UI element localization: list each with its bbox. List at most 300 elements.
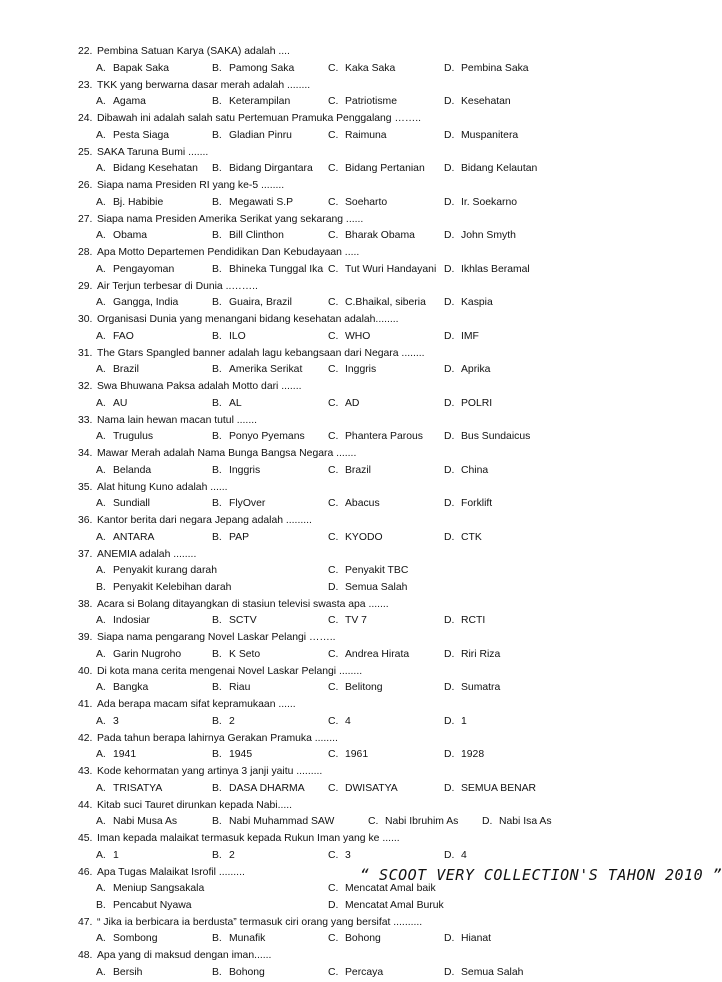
option-text: Indosiar <box>113 615 150 626</box>
option-d <box>444 965 523 982</box>
option-text: Garin Nugroho <box>113 648 182 660</box>
option-text: Agama <box>113 96 146 107</box>
question-item <box>0 44 638 78</box>
option-text: Munafik <box>229 933 266 944</box>
option-text: Penyakit kurang darah <box>113 565 217 576</box>
option-text: Bidang Kesehatan <box>113 163 198 174</box>
option-text: Muspanitera <box>461 129 519 141</box>
option-a <box>96 931 157 948</box>
option-letter: A. <box>96 397 106 409</box>
option-c <box>328 965 383 982</box>
option-letter: A. <box>96 648 106 660</box>
option-letter: D. <box>444 297 455 308</box>
option-b <box>212 814 334 831</box>
option-d <box>444 94 511 111</box>
question-item <box>0 697 638 731</box>
answer-options <box>96 362 636 379</box>
option-text: Riau <box>229 682 251 693</box>
question-number: 42. <box>78 732 93 744</box>
option-text: AD <box>345 397 360 409</box>
option-c <box>328 781 398 798</box>
option-text: Amerika Serikat <box>229 364 303 375</box>
option-text: Inggris <box>229 464 261 476</box>
option-letter: D. <box>444 749 455 760</box>
option-letter: C. <box>328 531 339 543</box>
question-prompt: Air Terjun terbesar di Dunia ..…….. <box>97 280 258 292</box>
option-d <box>444 848 467 865</box>
option-b <box>212 94 290 111</box>
option-letter: D. <box>444 330 455 342</box>
option-d <box>444 161 537 178</box>
option-letter: D. <box>444 397 455 409</box>
option-a <box>96 747 136 764</box>
option-letter: B. <box>212 933 222 944</box>
question-text <box>78 915 422 932</box>
answer-options <box>96 329 636 346</box>
question-item <box>0 446 638 480</box>
question-number: 33. <box>78 414 93 426</box>
option-letter: B. <box>212 682 222 693</box>
option-letter: A. <box>96 933 106 944</box>
option-text: Nabi Muhammad SAW <box>229 816 335 827</box>
question-number: 28. <box>78 247 93 258</box>
option-c <box>328 848 351 865</box>
option-c <box>368 814 458 831</box>
option-text: China <box>461 464 489 476</box>
answer-options <box>96 195 636 212</box>
option-text: Bidang Pertanian <box>345 163 425 174</box>
question-item <box>0 513 638 547</box>
option-letter: A. <box>96 849 106 861</box>
answer-options <box>96 781 636 798</box>
option-d <box>444 128 518 145</box>
option-d <box>444 680 500 697</box>
option-c <box>328 329 370 346</box>
option-text: PAP <box>229 531 250 543</box>
question-number: 26. <box>78 180 93 191</box>
option-letter: A. <box>96 715 106 727</box>
question-text <box>78 212 363 229</box>
question-text <box>78 379 301 396</box>
option-b <box>212 295 292 312</box>
option-d <box>444 396 492 413</box>
option-letter: C. <box>328 648 339 660</box>
option-d <box>444 613 485 630</box>
option-text: K Seto <box>229 648 261 660</box>
option-text: Abacus <box>345 498 380 509</box>
question-text <box>78 279 258 296</box>
option-text: Patriotisme <box>345 96 397 107</box>
option-letter: B. <box>212 263 222 275</box>
question-number: 45. <box>78 833 93 844</box>
answer-options <box>96 530 636 547</box>
option-text: Nabi Musa As <box>113 816 178 827</box>
question-number: 41. <box>78 699 93 710</box>
option-letter: C. <box>328 96 339 107</box>
option-letter: B. <box>96 899 106 911</box>
option-text: Kaspia <box>461 297 493 308</box>
option-text: Phantera Parous <box>345 431 423 442</box>
question-number: 48. <box>78 950 93 961</box>
option-text: Tut Wuri Handayani <box>345 263 437 275</box>
option-text: 2 <box>229 849 235 861</box>
question-number: 46. <box>78 866 93 878</box>
option-letter: B. <box>212 297 222 308</box>
option-c <box>328 295 426 312</box>
option-a <box>96 463 151 480</box>
option-letter: A. <box>96 62 106 74</box>
question-prompt: Iman kepada malaikat termasuk kepada Rukun Iman yang ke ...... <box>97 833 400 844</box>
option-text: Nabi Ibruhim As <box>385 816 459 827</box>
question-item <box>0 948 638 982</box>
option-letter: B. <box>212 966 222 978</box>
question-prompt: ANEMIA adalah ........ <box>97 548 197 560</box>
question-text <box>78 245 359 262</box>
question-number: 25. <box>78 146 93 158</box>
option-letter: D. <box>444 782 455 794</box>
question-text <box>78 413 257 430</box>
option-letter: A. <box>96 96 106 107</box>
answer-options <box>96 647 636 664</box>
question-item <box>0 547 638 597</box>
answer-options <box>96 429 636 446</box>
option-text: Bersih <box>113 966 143 978</box>
option-letter: C. <box>328 196 339 208</box>
option-text: Bus Sundaicus <box>461 431 531 442</box>
question-number: 47. <box>78 916 93 928</box>
option-text: TV 7 <box>345 615 367 626</box>
question-list <box>0 44 638 982</box>
option-text: Bapak Saka <box>113 62 170 74</box>
question-item <box>0 664 638 698</box>
option-a <box>96 262 174 279</box>
option-letter: A. <box>96 464 106 476</box>
option-text: ANTARA <box>113 531 155 543</box>
option-letter: C. <box>328 263 339 275</box>
option-text: 1945 <box>229 749 253 760</box>
question-text <box>78 697 296 714</box>
question-item <box>0 413 638 447</box>
option-b <box>212 931 265 948</box>
option-letter: B. <box>212 230 222 241</box>
option-c <box>328 530 383 547</box>
option-letter: D. <box>444 96 455 107</box>
option-d <box>328 580 407 597</box>
option-text: Bohong <box>229 966 265 978</box>
answer-options <box>96 463 636 480</box>
option-text: Ikhlas Beramal <box>461 263 530 275</box>
option-text: Pencabut Nyawa <box>113 899 192 911</box>
answer-options <box>96 814 636 831</box>
option-c <box>328 94 397 111</box>
option-a <box>96 881 204 898</box>
option-b <box>96 580 231 597</box>
option-d <box>444 463 488 480</box>
option-d <box>444 295 493 312</box>
question-item <box>0 145 638 179</box>
question-item <box>0 379 638 413</box>
option-letter: A. <box>96 263 106 275</box>
answer-options <box>96 848 636 865</box>
option-text: Inggris <box>345 364 377 375</box>
option-letter: B. <box>212 749 222 760</box>
option-letter: A. <box>96 816 106 827</box>
option-text: Sombong <box>113 933 158 944</box>
question-text <box>78 664 362 681</box>
option-text: Belanda <box>113 464 152 476</box>
question-item <box>0 630 638 664</box>
option-text: 2 <box>229 715 235 727</box>
question-number: 44. <box>78 799 93 811</box>
option-text: Obama <box>113 230 148 241</box>
option-text: ILO <box>229 330 246 342</box>
answer-options <box>96 931 636 948</box>
answer-options <box>96 295 636 312</box>
option-c <box>328 161 425 178</box>
option-text: RCTI <box>461 615 486 626</box>
option-letter: B. <box>212 431 222 442</box>
option-b <box>212 429 305 446</box>
option-letter: C. <box>328 464 339 476</box>
question-prompt: Kode kehormatan yang artinya 3 janji yaitu ......... <box>97 766 323 777</box>
option-text: Bidang Kelautan <box>461 163 538 174</box>
option-letter: D. <box>444 364 455 375</box>
option-b <box>212 848 235 865</box>
option-b <box>212 228 284 245</box>
option-letter: A. <box>96 565 106 576</box>
question-prompt: Pada tahun berapa lahirnya Gerakan Pramuka ........ <box>97 732 338 744</box>
option-c <box>328 496 380 513</box>
option-text: 1 <box>461 715 467 727</box>
option-a <box>96 714 119 731</box>
option-text: Raimuna <box>345 129 387 141</box>
option-a <box>96 94 146 111</box>
option-letter: B. <box>212 163 222 174</box>
question-number: 30. <box>78 314 93 325</box>
question-item <box>0 279 638 313</box>
option-a <box>96 228 147 245</box>
option-d <box>444 61 529 78</box>
option-text: 1961 <box>345 749 369 760</box>
option-text: Gangga, India <box>113 297 179 308</box>
answer-options <box>96 396 636 413</box>
option-text: Hianat <box>461 933 492 944</box>
option-letter: D. <box>328 581 339 593</box>
question-number: 23. <box>78 79 93 91</box>
option-a <box>96 530 154 547</box>
option-text: 4 <box>345 715 351 727</box>
answer-options <box>96 881 636 915</box>
option-b <box>212 747 252 764</box>
question-number: 24. <box>78 113 93 124</box>
answer-options <box>96 496 636 513</box>
option-letter: D. <box>444 464 455 476</box>
question-prompt: Siapa nama Presiden RI yang ke-5 ........ <box>97 180 285 191</box>
question-prompt: Dibawah ini adalah salah satu Pertemuan Pramuka Penggalang …….. <box>97 113 422 124</box>
answer-options <box>96 61 636 78</box>
option-c <box>328 647 409 664</box>
option-letter: B. <box>212 531 222 543</box>
answer-options <box>96 714 636 731</box>
option-b <box>212 128 292 145</box>
question-item <box>0 831 638 865</box>
option-text: FAO <box>113 330 134 342</box>
option-letter: D. <box>444 531 455 543</box>
option-letter: B. <box>212 816 222 827</box>
question-text <box>78 547 196 564</box>
answer-options <box>96 680 636 697</box>
option-b <box>212 680 250 697</box>
option-c <box>328 714 351 731</box>
option-text: Megawati S.P <box>229 196 294 208</box>
option-text: Percaya <box>345 966 384 978</box>
option-b <box>212 362 302 379</box>
option-a <box>96 295 178 312</box>
option-a <box>96 362 139 379</box>
option-letter: D. <box>482 816 493 827</box>
option-letter: B. <box>212 648 222 660</box>
option-text: 1 <box>113 849 119 861</box>
question-number: 36. <box>78 515 93 526</box>
question-prompt: Apa Motto Departemen Pendidikan Dan Kebudayaan ..... <box>97 247 360 258</box>
option-text: Nabi Isa As <box>499 816 552 827</box>
option-b <box>212 161 313 178</box>
option-text: AL <box>229 397 242 409</box>
option-d <box>482 814 552 831</box>
option-text: Guaira, Brazil <box>229 297 292 308</box>
answer-options <box>96 747 636 764</box>
question-prompt: Alat hitung Kuno adalah ...... <box>97 481 228 493</box>
option-letter: C. <box>328 715 339 727</box>
option-c <box>328 463 371 480</box>
option-text: Penyakit Kelebihan darah <box>113 581 232 593</box>
option-b <box>212 262 323 279</box>
option-c <box>328 128 387 145</box>
question-item <box>0 798 638 832</box>
option-text: Bhineka Tunggal Ika <box>229 263 324 275</box>
option-letter: B. <box>212 498 222 509</box>
question-number: 22. <box>78 46 93 57</box>
question-item <box>0 915 638 949</box>
answer-options <box>96 228 636 245</box>
option-letter: B. <box>212 782 222 794</box>
option-d <box>444 530 482 547</box>
option-c <box>328 228 415 245</box>
question-number: 32. <box>78 381 93 392</box>
answer-options <box>96 94 636 111</box>
option-letter: D. <box>444 715 455 727</box>
option-text: Semua Salah <box>461 966 524 978</box>
option-letter: A. <box>96 330 106 342</box>
option-letter: B. <box>212 96 222 107</box>
option-letter: D. <box>444 966 455 978</box>
option-c <box>328 195 387 212</box>
option-b <box>96 898 192 915</box>
question-text <box>78 831 400 848</box>
option-text: C.Bhaikal, siberia <box>345 297 426 308</box>
option-text: John Smyth <box>461 230 516 241</box>
option-text: WHO <box>345 330 371 342</box>
option-text: Sumatra <box>461 682 501 693</box>
option-b <box>212 714 235 731</box>
option-text: Belitong <box>345 682 383 693</box>
question-prompt: Kitab suci Tauret dirunkan kepada Nabi..... <box>97 799 293 811</box>
option-letter: A. <box>96 883 106 894</box>
option-letter: A. <box>96 364 106 375</box>
option-letter: D. <box>444 431 455 442</box>
option-c <box>328 563 408 580</box>
option-d <box>444 496 492 513</box>
option-letter: C. <box>328 230 339 241</box>
option-a <box>96 848 119 865</box>
option-letter: C. <box>328 782 339 794</box>
option-a <box>96 781 162 798</box>
option-text: Andrea Hirata <box>345 648 410 660</box>
option-a <box>96 496 150 513</box>
footer-credit: “ SCOOT VERY COLLECTION'S TAHON 2010 ” <box>360 866 722 884</box>
option-text: Trugulus <box>113 431 154 442</box>
question-prompt: SAKA Taruna Bumi ....... <box>97 146 209 158</box>
option-a <box>96 965 142 982</box>
question-number: 43. <box>78 766 93 777</box>
option-b <box>212 329 246 346</box>
question-text <box>78 948 271 965</box>
question-text <box>78 78 310 95</box>
option-text: Brazil <box>113 364 139 375</box>
option-text: Pembina Saka <box>461 62 529 74</box>
option-text: Pamong Saka <box>229 62 295 74</box>
option-letter: B. <box>212 464 222 476</box>
option-letter: D. <box>444 163 455 174</box>
question-number: 34. <box>78 448 93 459</box>
option-c <box>328 429 423 446</box>
question-text <box>78 865 245 882</box>
option-text: SCTV <box>229 615 257 626</box>
answer-options <box>96 128 636 145</box>
option-letter: D. <box>444 263 455 275</box>
option-letter: D. <box>444 615 455 626</box>
question-item <box>0 78 638 112</box>
option-text: Forklift <box>461 498 493 509</box>
option-c <box>328 362 376 379</box>
option-letter: B. <box>212 62 222 74</box>
option-letter: A. <box>96 615 106 626</box>
question-prompt: Apa Tugas Malaikat Isrofil ......... <box>97 866 245 878</box>
option-text: Brazil <box>345 464 371 476</box>
question-number: 37. <box>78 548 93 560</box>
question-prompt: Pembina Satuan Karya (SAKA) adalah .... <box>97 46 290 57</box>
option-letter: D. <box>444 849 455 861</box>
option-b <box>212 613 257 630</box>
option-letter: A. <box>96 431 106 442</box>
option-text: 1928 <box>461 749 485 760</box>
option-letter: B. <box>212 196 222 208</box>
option-text: Keterampilan <box>229 96 291 107</box>
answer-options <box>96 161 636 178</box>
option-letter: A. <box>96 966 106 978</box>
option-b <box>212 195 293 212</box>
option-text: Mencatat Amal Buruk <box>345 899 444 911</box>
option-d <box>444 228 516 245</box>
option-text: Bohong <box>345 933 381 944</box>
option-a <box>96 195 163 212</box>
option-letter: B. <box>212 849 222 861</box>
option-letter: D. <box>444 62 455 74</box>
option-a <box>96 680 148 697</box>
option-text: Riri Riza <box>461 648 501 660</box>
question-text <box>78 44 290 61</box>
option-letter: D. <box>444 230 455 241</box>
